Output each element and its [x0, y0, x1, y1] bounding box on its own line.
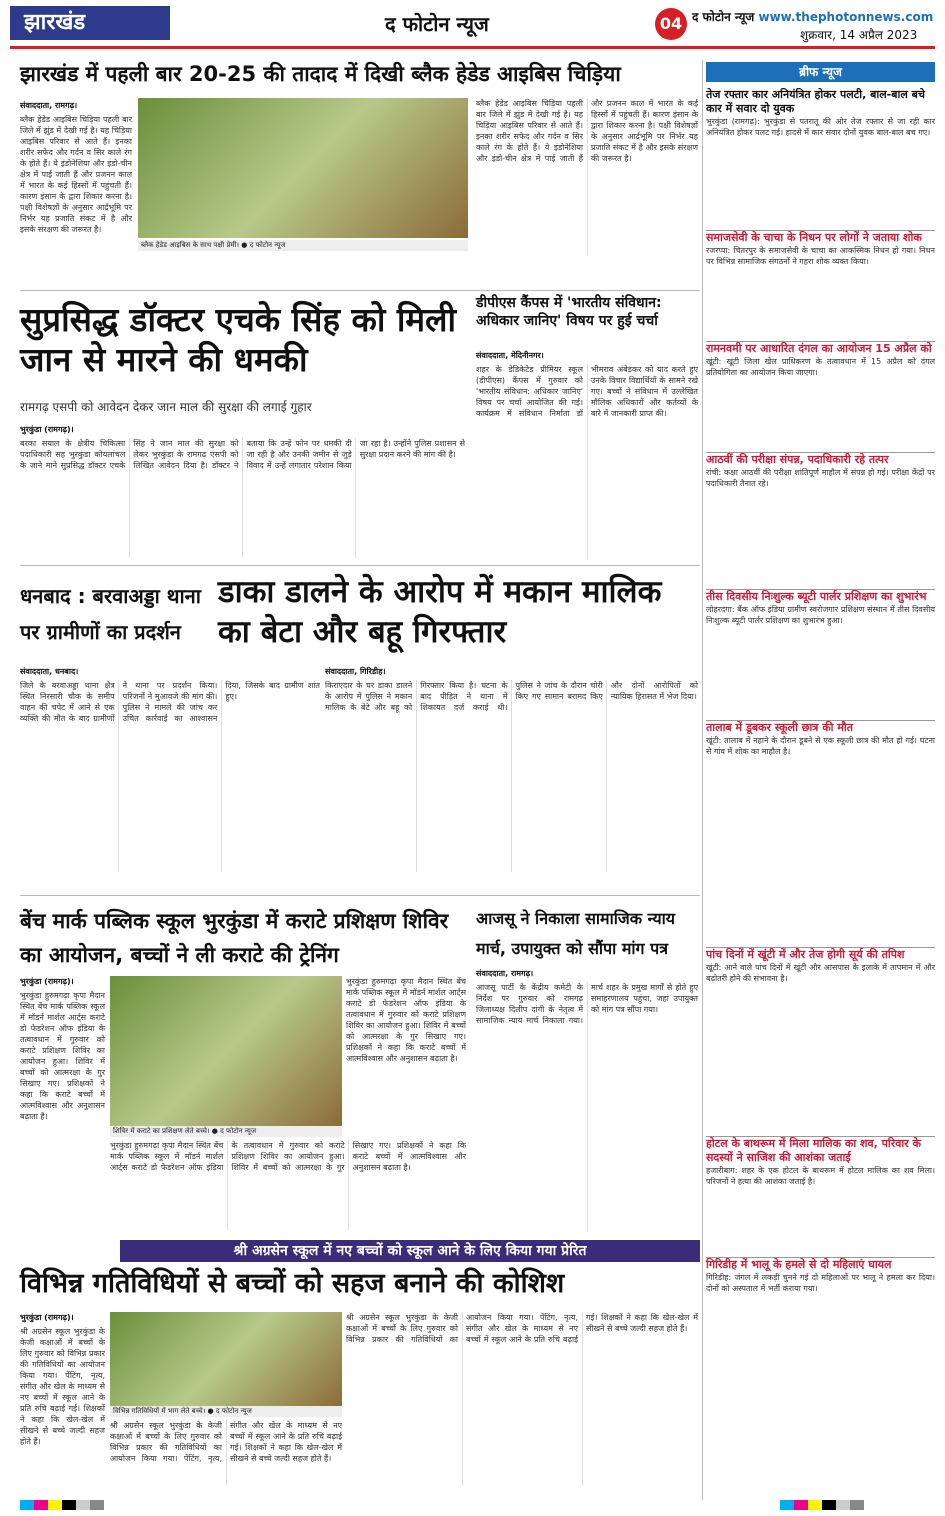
story8-caption: विभिन्न गतिविधियों में भाग लेते बच्चे। ● द फोटोन न्यूज [110, 1406, 342, 1417]
brief-headline: रामनवमी पर आधारित दंगल का आयोजन 15 अप्रैल को [706, 342, 932, 355]
story1-headline: झारखंड में पहली बार 20-25 की तादाद में दिखी ब्लैक हेडेड आइबिस चिड़िया [20, 62, 621, 86]
story2-body: बरका सयाल के क्षेत्रीय चिकित्सा पदाधिकारी सह भुरकुंडा कोयलांचल के जाने माने सुप्रसिद्ध डॉक्टर एचके सिंह ने जान माल की सुरक्षा को लेकर भुरकुंडा के रामगढ़ एसपी को लिखित आवेदन दिया है। डॉक्टर ने बताया कि उन्हें फोन पर धमकी दी जा रही है और उनकी जमीन से जुड़े विवाद में उन्हें लगातार परेशान किया जा रहा है। उन्होंने पुलिस प्रशासन से सुरक्षा प्रदान करने की मांग की है। [20, 439, 465, 470]
story5-byline: संवाददाता, गिरिडीह। [325, 667, 386, 676]
brief-headline: आठवीं की परीक्षा संपन्न, पदाधिकारी रहे तत्पर [706, 453, 889, 466]
story6-body-left: भुरकुंडा हुरुमगढ़ा कृपा मैदान स्थित बेंच मार्क पब्लिक स्कूल में मॉडर्न मार्शल आर्ट्स कराटे डो फेडरेशन ऑफ इंडिया के तत्वावधान में गुरुवार को कराटे प्रशिक्षण शिविर का आयोजन हुआ। शिविर में बच्चों को आत्मरक्षा के गुर सिखाए गए। प्रशिक्षकों ने कहा कि कराटे बच्चों में आत्मविश्वास और अनुशासन बढ़ाता है। [20, 991, 105, 1121]
brief-headline: होटल के बाथरूम में मिला मालिक का शव, परिवार के सदस्यों ने साजिश की आशंका जताई [706, 1137, 921, 1164]
story6-photo [110, 976, 342, 1126]
brief-headline: पांच दिनों में खूंटी में और तेज होगी सूर्य की तपिश [706, 948, 905, 961]
story3-byline: संवाददाता, मेदिनीनगर। [476, 351, 544, 360]
brief-body: हजारीबाग: शहर के एक होटल के बाथरूम में होटल मालिक का शव मिला। परिजनों ने हत्या की आशंका जताई है। [706, 1166, 935, 1186]
story5-headline: डाका डालने के आरोप में मकान मालिक का बेटा और बहू गिरफ्तार [218, 574, 662, 650]
story8-body-bottom: श्री अग्रसेन स्कूल भुरकुंडा के केजी कक्षाओं में बच्चों के लिए गुरुवार को विभिन्न प्रकार की गतिविधियों का आयोजन किया गया। पेंटिंग, नृत्य, संगीत और खेल के माध्यम से नए बच्चों में स्कूल आने के प्रति रुचि बढ़ाई गई। शिक्षकों ने कहा कि खेल-खेल में सीखने से बच्चे जल्दी सहज होते हैं। [110, 1421, 342, 1463]
site-line [692, 8, 933, 25]
story8-body-right: श्री अग्रसेन स्कूल भुरकुंडा के केजी कक्षाओं में बच्चों के लिए गुरुवार को विभिन्न प्रकार की गतिविधियों का आयोजन किया गया। पेंटिंग, नृत्य, संगीत और खेल के माध्यम से नए बच्चों में स्कूल आने के प्रति रुचि बढ़ाई गई। शिक्षकों ने कहा कि खेल-खेल में सीखने से बच्चे जल्दी सहज होते हैं। [346, 1313, 698, 1344]
story8-body-left: श्री अग्रसेन स्कूल भुरकुंडा के केजी कक्षाओं में बच्चों के लिए गुरुवार को विभिन्न प्रकार की गतिविधियों का आयोजन किया गया। पेंटिंग, नृत्य, संगीत और खेल के माध्यम से नए बच्चों में स्कूल आने के प्रति रुचि बढ़ाई गई। शिक्षकों ने कहा कि खेल-खेल में सीखने से बच्चे जल्दी सहज होते हैं। [20, 1327, 105, 1446]
print-registration-bar [780, 1500, 864, 1510]
story8-photo [110, 1312, 342, 1406]
story1-caption: ब्लैक हेडेड आइबिस के साथ पक्षी प्रेमी। ● द फोटोन न्यूज [138, 240, 468, 251]
story6-headline: बेंच मार्क पब्लिक स्कूल भुरकुंडा में कराटे प्रशिक्षण शिविर का आयोजन, बच्चों ने ली कराटे की ट्रेनिंग [20, 909, 449, 967]
story1-body-right: ब्लैक हेडेड आइबिस चिड़िया पहली बार जिले में झुंड में देखी गई है। यह चिड़िया आइबिस परिवार से आते हैं। इनका शरीर सफेद और गर्दन व सिर काले रंग के होते हैं। ये इंडोनेशिया और इंडो-चीन क्षेत्र में पाई जाती हैं और प्रजनन काल में भारत के कई हिस्सों में पहुंचती हैं। कारण इंसान के द्वारा शिकार करना है। पक्षी विशेषज्ञों के अनुसार आर्द्रभूमि पर निर्भर यह प्रजाति संकट में है और इसके संरक्षण की जरूरत है। [476, 99, 698, 163]
story7-headline: आजसू ने निकाला सामाजिक न्याय मार्च, उपायुक्त को सौंपा मांग पत्र [476, 909, 676, 958]
story8-kicker: श्री अग्रसेन स्कूल में नए बच्चों को स्कूल आने के लिए किया गया प्रेरित [120, 1240, 700, 1262]
story2-byline: भुरकुंडा (रामगढ़)। [20, 425, 74, 434]
story5-body: किराएदार के घर डाका डालने के आरोप में पुलिस ने मकान मालिक के बेटे और बहू को गिरफ्तार किया है। घटना के बाद पीड़ित ने थाना में शिकायत दर्ज कराई थी। पुलिस ने जांच के दौरान चोरी किए गए सामान बरामद किए और दोनों आरोपितों को न्यायिक हिरासत में भेज दिया। [325, 681, 698, 712]
brief-item [706, 1137, 935, 1257]
brief-item [706, 1258, 935, 1368]
section-label: झारखंड [10, 6, 170, 40]
print-registration-bar [20, 1500, 104, 1510]
divider [20, 895, 700, 896]
sidebar-briefs [706, 88, 935, 1368]
brief-item [706, 453, 935, 589]
brief-body: रजरप्पा: चितरपुर के समाजसेवी के चाचा का आकस्मिक निधन हो गया। निधन पर विभिन्न सामाजिक संगठनों ने गहरा शोक व्यक्त किया। [706, 246, 935, 266]
site-url[interactable]: www.thephotonnews.com [758, 10, 934, 24]
divider [20, 565, 700, 566]
story2-subhead: रामगढ़ एसपी को आवेदन देकर जान माल की सुरक्षा की लगाई गुहार [20, 400, 312, 414]
story2-headline: सुप्रसिद्ध डॉक्टर एचके सिंह को मिली जान से मारने की धमकी [20, 300, 457, 379]
brief-headline: तालाब में डूबकर स्कूली छात्र की मौत [706, 721, 854, 734]
story6-caption: शिविर में कराटे का प्रशिक्षण लेते बच्चे। ● द फोटोन न्यूज [110, 1126, 342, 1137]
masthead [10, 6, 935, 49]
issue-date: शुक्रवार, 14 अप्रैल 2023 [800, 28, 918, 42]
sidebar-title: ब्रीफ न्यूज [706, 62, 935, 82]
brief-item [706, 342, 935, 452]
story7-body: आजसू पार्टी के केंद्रीय कमेटी के निर्देश पर गुरुवार को रामगढ़ जिलाध्यक्ष दिलीप दांगी के नेतृत्व में सामाजिक न्याय मार्च निकाला गया। मार्च शहर के प्रमुख मार्गों से होते हुए समाहरणालय पहुंचा, जहां उपायुक्त को मांग पत्र सौंपा गया। [476, 983, 698, 1025]
story4-byline: संवाददाता, धनबाद। [20, 667, 79, 676]
story4-headline: धनबाद : बरवाअड्डा थाना पर ग्रामीणों का प्रदर्शन [20, 584, 201, 644]
paper-name: द फोटोन न्यूज [385, 12, 489, 36]
brief-item [706, 590, 935, 720]
story3-headline: डीपीएस कैंपस में 'भारतीय संविधान: अधिकार जानिए' विषय पर हुई चर्चा [476, 295, 662, 329]
brief-item [706, 948, 935, 1136]
brief-item [706, 88, 935, 230]
brief-item [706, 231, 935, 341]
brief-body: खूंटी: आने वाले पांच दिनों में खूंटी और आसपास के इलाके में तापमान में और बढ़ोतरी होने की संभावना है। [706, 963, 935, 983]
brief-body: खूंटी: खूंटी जिला खेल प्राधिकरण के तत्वावधान में 15 अप्रैल को दंगल प्रतियोगिता का आयोजन किया जाएगा। [706, 357, 935, 377]
story8-byline: भुरकुंडा (रामगढ़)। [20, 1313, 74, 1322]
divider [20, 290, 700, 291]
story6-body-right: भुरकुंडा हुरुमगढ़ा कृपा मैदान स्थित बेंच मार्क पब्लिक स्कूल में मॉडर्न मार्शल आर्ट्स कराटे डो फेडरेशन ऑफ इंडिया के तत्वावधान में गुरुवार को कराटे प्रशिक्षण शिविर का आयोजन हुआ। शिविर में बच्चों को आत्मरक्षा के गुर सिखाए गए। प्रशिक्षकों ने कहा कि कराटे बच्चों में आत्मविश्वास और अनुशासन बढ़ाता है। [346, 977, 466, 1063]
brief-body: रांची: कक्षा आठवीं की परीक्षा शांतिपूर्ण माहौल में संपन्न हो गई। परीक्षा केंद्रों पर पदाधिकारी तैनात रहे। [706, 468, 935, 488]
page-number: 04 [655, 8, 687, 40]
brief-item [706, 721, 935, 947]
brief-body: खूंटी: तालाब में नहाने के दौरान डूबने से एक स्कूली छात्र की मौत हो गई। घटना से गांव में शोक का माहौल है। [706, 736, 935, 756]
brief-body: लोहरदगा: बैंक ऑफ इंडिया ग्रामीण स्वरोजगार प्रशिक्षण संस्थान में तीस दिवसीय निःशुल्क ब्यूटी पार्लर प्रशिक्षण का शुभारंभ हुआ। [706, 605, 935, 625]
brief-headline: तेज रफ्तार कार अनियंत्रित होकर पलटी, बाल-बाल बचे कार में सवार दो युवक [706, 88, 925, 115]
story7-byline: संवाददाता, रामगढ़। [476, 969, 534, 978]
story1-photo [138, 98, 468, 238]
story8-headline: विभिन्न गतिविधियों से बच्चों को सहज बनाने की कोशिश [20, 1268, 565, 1299]
site-prefix: द फोटोन न्यूज [692, 10, 755, 24]
story6-byline: भुरकुंडा (रामगढ़)। [20, 977, 74, 986]
brief-body: भुरकुंडा (रामगढ़): भुरकुंडा से पतरातू की ओर तेज रफ्तार से जा रही कार अनियंत्रित होकर पलट गई। हादसे में कार सवार दोनों युवक बाल-बाल बच गए। [706, 117, 935, 137]
story1-byline: संवाददाता, रामगढ़। [20, 101, 78, 110]
brief-headline: समाजसेवी के चाचा के निधन पर लोगों ने जताया शोक [706, 231, 922, 244]
story1-body-left: ब्लैक हेडेड आइबिस चिड़िया पहली बार जिले में झुंड में देखी गई है। यह चिड़िया आइबिस परिवार से आते हैं। इनका शरीर सफेद और गर्दन व सिर काले रंग के होते हैं। ये इंडोनेशिया और इंडो-चीन क्षेत्र में पाई जाती हैं और प्रजनन काल में भारत के कई हिस्सों में पहुंचती हैं। कारण इंसान के द्वारा शिकार करना है। पक्षी विशेषज्ञों के अनुसार आर्द्रभूमि पर निर्भर यह प्रजाति संकट में है और इसके संरक्षण की जरूरत है। [20, 115, 132, 234]
brief-body: गिरिडीह: जंगल में लकड़ी चुनने गई दो महिलाओं पर भालू ने हमला कर दिया। दोनों को अस्पताल में भर्ती कराया गया। [706, 1273, 935, 1293]
brief-headline: गिरिडीह में भालू के हमले से दो महिलाएं घायल [706, 1258, 892, 1271]
column-divider [702, 60, 703, 1500]
story4-body: जिले के बरवाअड्डा थाना क्षेत्र स्थित निरसारी चौक के समीप वाहन की चपेट में आने से एक व्यक्ति की मौत के बाद ग्रामीणों ने थाना पर प्रदर्शन किया। परिजनों ने मुआवजे की मांग की। पुलिस ने मामले की जांच कर उचित कार्रवाई का आश्वासन दिया, जिसके बाद ग्रामीण शांत हुए। [20, 681, 320, 723]
story3-body: शहर के डेडिकेटेड प्रीमियर स्कूल (डीपीएस) कैंपस में गुरुवार को 'भारतीय संविधान: अधिकार जानिए' विषय पर चर्चा आयोजित की गई। कार्यक्रम में संविधान निर्माता डॉ भीमराव अंबेडकर को याद करते हुए उनके विचार विद्यार्थियों के सामने रखे गए। बच्चों ने संविधान में उल्लेखित मौलिक अधिकारों और कर्तव्यों के बारे में जानकारी प्राप्त की। [476, 365, 698, 418]
brief-headline: तीस दिवसीय निःशुल्क ब्यूटी पार्लर प्रशिक्षण का शुभारंभ [706, 590, 927, 603]
story6-body-bottom: भुरकुंडा हुरुमगढ़ा कृपा मैदान स्थित बेंच मार्क पब्लिक स्कूल में मॉडर्न मार्शल आर्ट्स कराटे डो फेडरेशन ऑफ इंडिया के तत्वावधान में गुरुवार को कराटे प्रशिक्षण शिविर का आयोजन हुआ। शिविर में बच्चों को आत्मरक्षा के गुर सिखाए गए। प्रशिक्षकों ने कहा कि कराटे बच्चों में आत्मविश्वास और अनुशासन बढ़ाता है। [110, 1141, 466, 1172]
